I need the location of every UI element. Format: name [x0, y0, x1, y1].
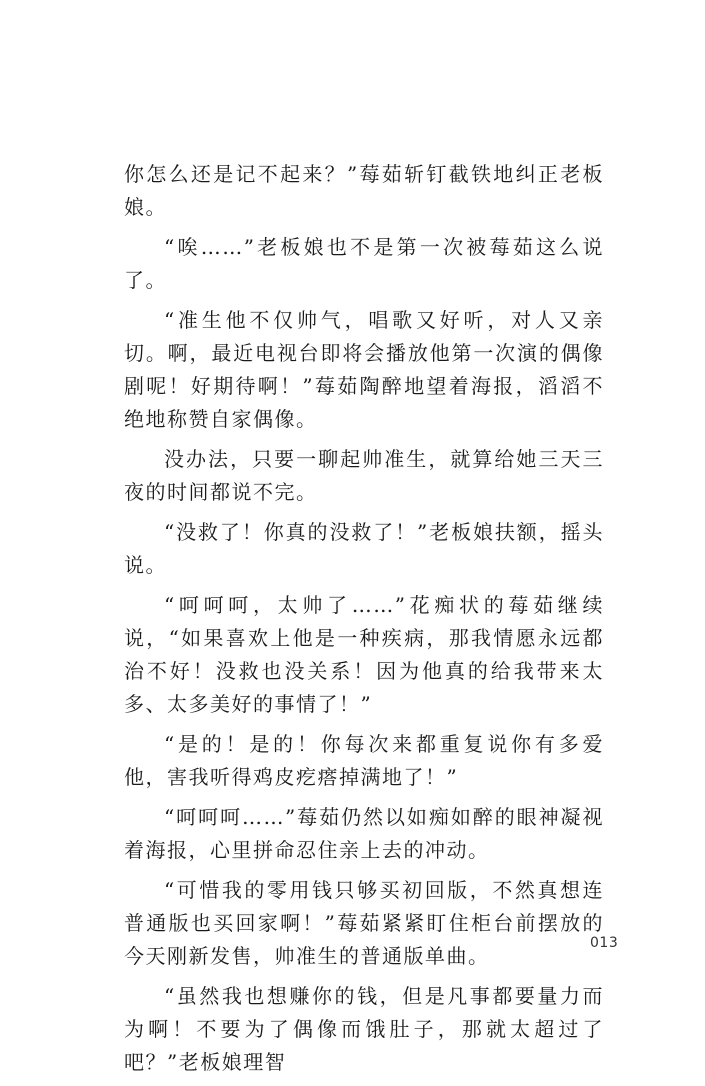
paragraph-2: “唉……”老板娘也不是第一次被莓茹这么说了。 — [124, 235, 604, 292]
paragraph-3: “准生他不仅帅气，唱歌又好听，对人又亲切。啊，最近电视台即将会播放他第一次演的偶像剧呢！好期待啊！”莓茹陶醉地望着海报，滔滔不绝地称赞自家偶像。 — [124, 308, 604, 431]
paragraph-4: 没办法，只要一聊起帅准生，就算给她三天三夜的时间都说不完。 — [124, 447, 604, 504]
paragraph-5: “没救了！你真的没救了！”老板娘扶额，摇头说。 — [124, 520, 604, 577]
paragraph-8: “呵呵呵……”莓茹仍然以如痴如醉的眼神凝视着海报，心里拼命忍住亲上去的冲动。 — [124, 805, 604, 862]
paragraph-10: “虽然我也想赚你的钱，但是凡事都要量力而为啊！不要为了偶像而饿肚子，那就太超过了吧？”老板娘理智 — [124, 984, 604, 1074]
paragraph-9: “可惜我的零用钱只够买初回版，不然真想连普通版也买回家啊！”莓茹紧紧盯住柜台前摆放的今天刚新发售，帅准生的普通版单曲。 — [124, 878, 604, 968]
page-number: 013 — [590, 935, 619, 951]
body-text — [124, 158, 604, 1086]
paragraph-6: “呵呵呵，太帅了……”花痴状的莓茹继续说，“如果喜欢上他是一种疾病，那我情愿永远都治不好！没救也没关系！因为他真的给我带来太多、太多美好的事情了！” — [124, 593, 604, 716]
paragraph-1: 你怎么还是记不起来？”莓茹斩钉截铁地纠正老板娘。 — [124, 162, 604, 219]
paragraph-7: “是的！是的！你每次来都重复说你有多爱他，害我听得鸡皮疙瘩掉满地了！” — [124, 732, 604, 789]
